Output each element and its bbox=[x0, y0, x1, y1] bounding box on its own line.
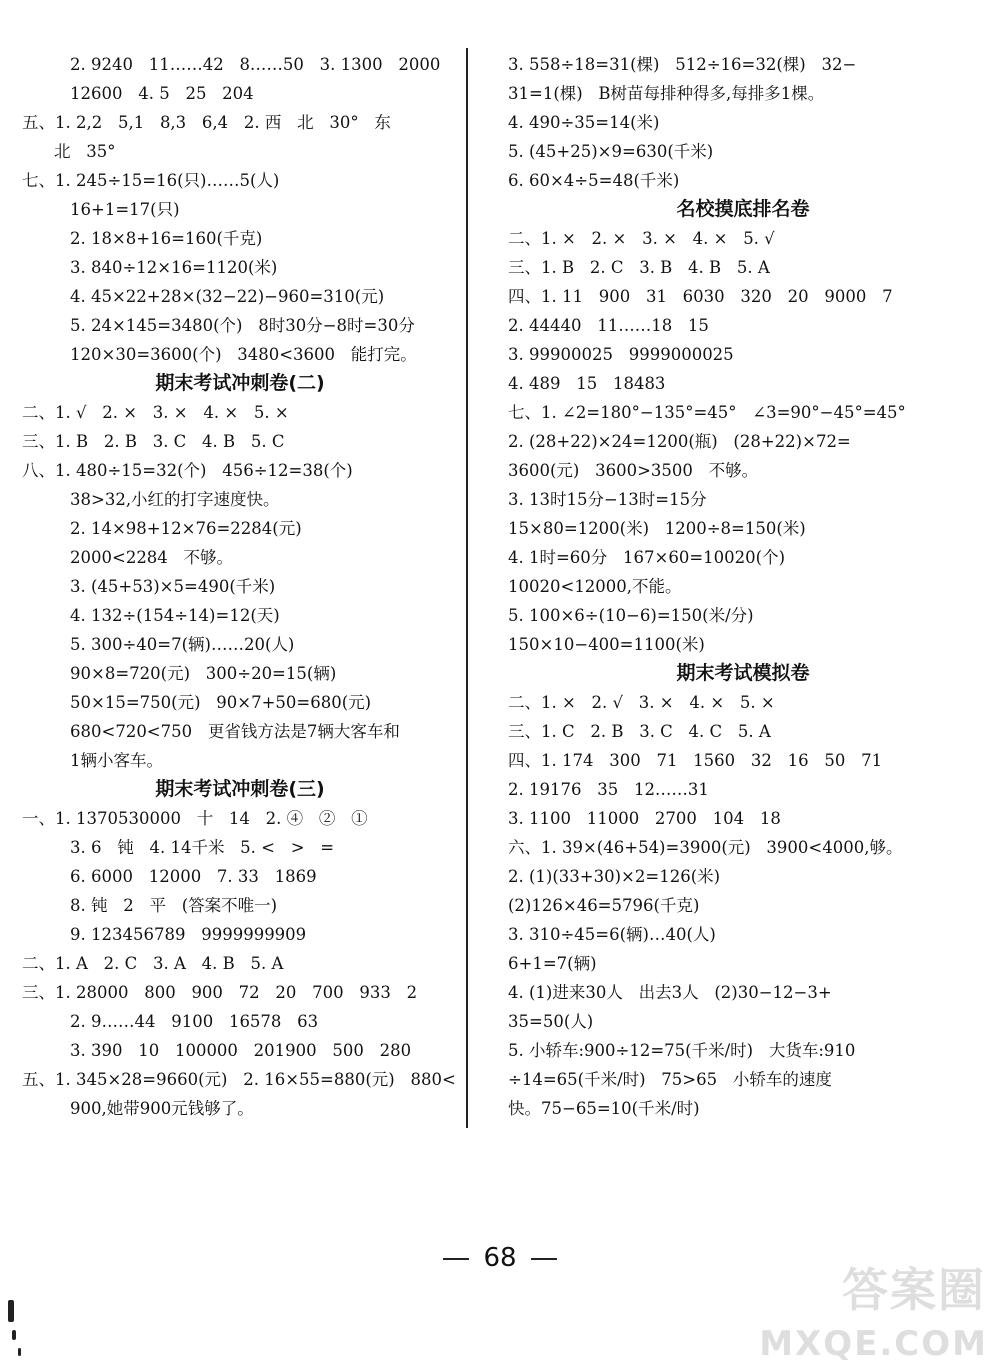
section-heading: 名校摸底排名卷 bbox=[676, 198, 810, 220]
answer-line: 680<720<750 更省钱方法是7辆大客车和 bbox=[70, 722, 400, 741]
answer-line: 35=50(人) bbox=[508, 1012, 594, 1031]
answer-line: 5. 100×6÷(10−6)=150(米/分) bbox=[508, 606, 754, 625]
answer-line: 5. (45+25)×9=630(千米) bbox=[508, 142, 714, 161]
answer-line: 16+1=17(只) bbox=[70, 200, 180, 219]
answer-line: 3. 1100 11000 2700 104 18 bbox=[508, 809, 781, 828]
answer-line: 150×10−400=1100(米) bbox=[508, 635, 705, 654]
answer-line: 五、1. 2,2 5,1 8,3 6,4 2. 西 北 30° 东 bbox=[22, 113, 391, 132]
answer-line: 二、1. √ 2. × 3. × 4. × 5. × bbox=[22, 403, 289, 422]
answer-line: 2. (28+22)×24=1200(瓶) (28+22)×72= bbox=[508, 432, 851, 451]
answer-line: 五、1. 345×28=9660(元) 2. 16×55=880(元) 880< bbox=[22, 1070, 456, 1089]
answer-line: 50×15=750(元) 90×7+50=680(元) bbox=[70, 693, 372, 712]
right-column bbox=[508, 50, 978, 1123]
answer-line: 8. 钝 2 平 (答案不唯一) bbox=[70, 896, 278, 915]
answer-line: 90×8=720(元) 300÷20=15(辆) bbox=[70, 664, 337, 683]
answer-line: 一、1. 1370530000 十 14 2. ④ ② ① bbox=[22, 809, 368, 828]
answer-line: 12600 4. 5 25 204 bbox=[70, 84, 254, 103]
watermark-logo bbox=[759, 1254, 992, 1364]
column-divider bbox=[466, 48, 468, 1128]
answer-line: 6+1=7(辆) bbox=[508, 954, 597, 973]
answer-line: 快。75−65=10(千米/时) bbox=[508, 1099, 700, 1118]
answer-line: 三、1. C 2. B 3. C 4. C 5. A bbox=[508, 722, 771, 741]
answer-line: 2. (1)(33+30)×2=126(米) bbox=[508, 867, 721, 886]
answer-line: 3600(元) 3600>3500 不够。 bbox=[508, 461, 759, 480]
answer-line: 4. (1)进来30人 出去3人 (2)30−12−3+ bbox=[508, 983, 832, 1002]
answer-line: 二、1. × 2. × 3. × 4. × 5. √ bbox=[508, 229, 775, 248]
answer-line: 二、1. A 2. C 3. A 4. B 5. A bbox=[22, 954, 284, 973]
answer-line: 2. 14×98+12×76=2284(元) bbox=[70, 519, 302, 538]
answer-line: 三、1. B 2. B 3. C 4. B 5. C bbox=[22, 432, 285, 451]
answer-line: 1辆小客车。 bbox=[70, 751, 163, 770]
answer-line: 10020<12000,不能。 bbox=[508, 577, 682, 596]
answer-line: 2. 19176 35 12……31 bbox=[508, 780, 709, 799]
answer-line: 3. 310÷45=6(辆)…40(人) bbox=[508, 925, 716, 944]
answer-line: 900,她带900元钱够了。 bbox=[70, 1099, 254, 1118]
answer-line: 3. (45+53)×5=490(千米) bbox=[70, 577, 276, 596]
answer-line: 3. 6 钝 4. 14千米 5. < > = bbox=[70, 838, 335, 857]
answer-line: 三、1. B 2. C 3. B 4. B 5. A bbox=[508, 258, 770, 277]
answer-line: 七、1. 245÷15=16(只)……5(人) bbox=[22, 171, 280, 190]
answer-line: 6. 60×4÷5=48(千米) bbox=[508, 171, 680, 190]
answer-line: 2. 9240 11……42 8……50 3. 1300 2000 bbox=[70, 55, 441, 74]
answer-line: 4. 489 15 18483 bbox=[508, 374, 666, 393]
answer-line: 3. 390 10 100000 201900 500 280 bbox=[70, 1041, 412, 1060]
answer-line: 三、1. 28000 800 900 72 20 700 933 2 bbox=[22, 983, 418, 1002]
answer-line: 120×30=3600(个) 3480<3600 能打完。 bbox=[70, 345, 417, 364]
scan-mark bbox=[18, 1348, 21, 1356]
answer-line: 4. 132÷(154÷14)=12(天) bbox=[70, 606, 280, 625]
answer-line: 2000<2284 不够。 bbox=[70, 548, 234, 567]
footer-dash-left bbox=[443, 1258, 469, 1260]
answer-line: 5. 小轿车:900÷12=75(千米/时) 大货车:910 bbox=[508, 1041, 856, 1060]
answer-line: 四、1. 174 300 71 1560 32 16 50 71 bbox=[508, 751, 883, 770]
answer-line: 5. 24×145=3480(个) 8时30分−8时=30分 bbox=[70, 316, 415, 335]
answer-line: 15×80=1200(米) 1200÷8=150(米) bbox=[508, 519, 806, 538]
left-column bbox=[22, 50, 458, 1123]
section-heading: 期末考试模拟卷 bbox=[676, 662, 810, 684]
watermark-bottom: MXQE.COM bbox=[759, 1324, 988, 1364]
answer-line: 2. 9……44 9100 16578 63 bbox=[70, 1012, 319, 1031]
answer-line: 4. 45×22+28×(32−22)−960=310(元) bbox=[70, 287, 385, 306]
answer-line: 北 35° bbox=[54, 142, 116, 161]
answer-line: 七、1. ∠2=180°−135°=45° ∠3=90°−45°=45° bbox=[508, 403, 906, 422]
answer-line: 八、1. 480÷15=32(个) 456÷12=38(个) bbox=[22, 461, 353, 480]
answer-line: 9. 123456789 9999999909 bbox=[70, 925, 307, 944]
watermark-top: 答案圈 bbox=[842, 1263, 986, 1317]
answer-line: 3. 99900025 9999000025 bbox=[508, 345, 734, 364]
answer-line: (2)126×46=5796(千克) bbox=[508, 896, 700, 915]
section-heading: 期末考试冲刺卷(三) bbox=[155, 778, 325, 800]
scan-mark bbox=[8, 1300, 14, 1322]
answer-line: 六、1. 39×(46+54)=3900(元) 3900<4000,够。 bbox=[508, 838, 903, 857]
answer-line: 2. 44440 11……18 15 bbox=[508, 316, 709, 335]
answer-line: 3. 840÷12×16=1120(米) bbox=[70, 258, 278, 277]
answer-line: 4. 490÷35=14(米) bbox=[508, 113, 660, 132]
answer-line: 四、1. 11 900 31 6030 320 20 9000 7 bbox=[508, 287, 893, 306]
answer-line: 4. 1时=60分 167×60=10020(个) bbox=[508, 548, 786, 567]
answer-line: 38>32,小红的打字速度快。 bbox=[70, 490, 280, 509]
answer-line: 5. 300÷40=7(辆)……20(人) bbox=[70, 635, 295, 654]
footer-dash-right bbox=[531, 1258, 557, 1260]
answer-line: 31=1(棵) B树苗每排种得多,每排多1棵。 bbox=[508, 84, 825, 103]
answer-line: 3. 13时15分−13时=15分 bbox=[508, 490, 707, 509]
scan-mark bbox=[12, 1330, 16, 1340]
answer-line: 2. 18×8+16=160(千克) bbox=[70, 229, 263, 248]
page-number: 68 bbox=[483, 1243, 517, 1273]
answer-line: ÷14=65(千米/时) 75>65 小轿车的速度 bbox=[508, 1070, 832, 1089]
section-heading: 期末考试冲刺卷(二) bbox=[155, 372, 325, 394]
answer-line: 6. 6000 12000 7. 33 1869 bbox=[70, 867, 317, 886]
answer-line: 3. 558÷18=31(棵) 512÷16=32(棵) 32− bbox=[508, 55, 857, 74]
answer-line: 二、1. × 2. √ 3. × 4. × 5. × bbox=[508, 693, 775, 712]
